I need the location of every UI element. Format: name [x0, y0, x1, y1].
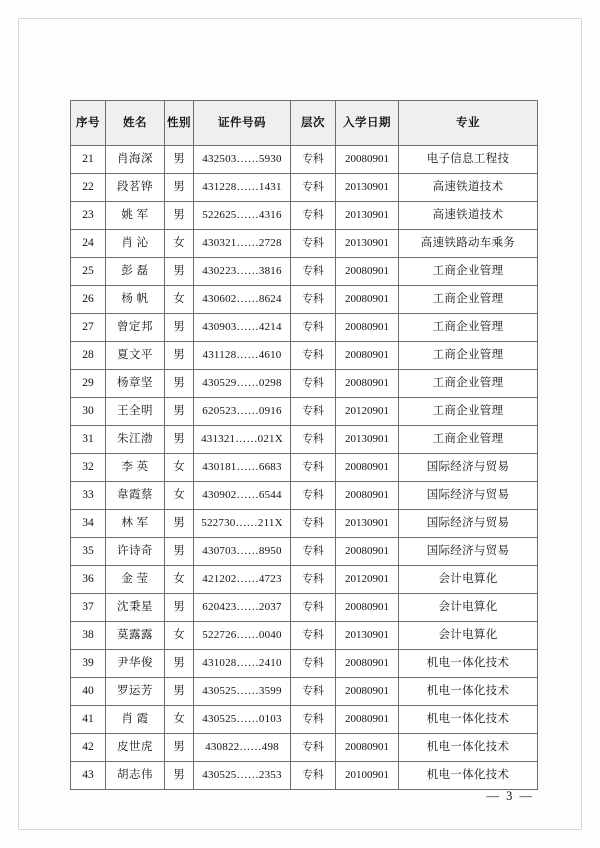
- cell-seq: 31: [71, 426, 106, 454]
- cell-date: 20080901: [336, 454, 399, 482]
- cell-seq: 35: [71, 538, 106, 566]
- cell-id: 430181……6683: [194, 454, 291, 482]
- cell-major: 工商企业管理: [399, 342, 538, 370]
- cell-date: 20130901: [336, 202, 399, 230]
- cell-name: 姚 军: [106, 202, 165, 230]
- cell-date: 20080901: [336, 678, 399, 706]
- table-row: [71, 678, 538, 706]
- cell-date: 20080901: [336, 342, 399, 370]
- cell-id: 421202……4723: [194, 566, 291, 594]
- table-row: [71, 454, 538, 482]
- table-row: [71, 762, 538, 790]
- cell-id: 431228……1431: [194, 174, 291, 202]
- cell-name: 沈秉星: [106, 594, 165, 622]
- table-row: [71, 398, 538, 426]
- table-row: [71, 342, 538, 370]
- cell-name: 皮世虎: [106, 734, 165, 762]
- cell-date: 20080901: [336, 146, 399, 174]
- table-row: [71, 146, 538, 174]
- cell-seq: 42: [71, 734, 106, 762]
- column-header-level: 层次: [291, 101, 336, 146]
- cell-name: 肖 沁: [106, 230, 165, 258]
- cell-sex: 男: [165, 594, 194, 622]
- cell-id: 430525……0103: [194, 706, 291, 734]
- cell-name: 金 莹: [106, 566, 165, 594]
- cell-date: 20080901: [336, 538, 399, 566]
- cell-seq: 33: [71, 482, 106, 510]
- cell-id: 430822……498: [194, 734, 291, 762]
- cell-major: 工商企业管理: [399, 398, 538, 426]
- table-header: [71, 101, 538, 146]
- cell-id: 430703……8950: [194, 538, 291, 566]
- table-row: [71, 650, 538, 678]
- cell-sex: 女: [165, 706, 194, 734]
- cell-major: 国际经济与贸易: [399, 510, 538, 538]
- cell-seq: 23: [71, 202, 106, 230]
- cell-seq: 27: [71, 314, 106, 342]
- cell-seq: 41: [71, 706, 106, 734]
- cell-level: 专科: [291, 454, 336, 482]
- page-number: — 3 —: [486, 789, 534, 803]
- cell-level: 专科: [291, 342, 336, 370]
- table-row: [71, 622, 538, 650]
- cell-major: 会计电算化: [399, 566, 538, 594]
- cell-id: 431128……4610: [194, 342, 291, 370]
- cell-sex: 男: [165, 398, 194, 426]
- cell-sex: 男: [165, 370, 194, 398]
- cell-id: 620523……0916: [194, 398, 291, 426]
- cell-name: 尹华俊: [106, 650, 165, 678]
- table-row: [71, 482, 538, 510]
- cell-name: 彭 磊: [106, 258, 165, 286]
- cell-sex: 男: [165, 314, 194, 342]
- cell-date: 20120901: [336, 398, 399, 426]
- cell-id: 430529……0298: [194, 370, 291, 398]
- cell-level: 专科: [291, 538, 336, 566]
- table-row: [71, 314, 538, 342]
- cell-name: 韋霞蔡: [106, 482, 165, 510]
- cell-level: 专科: [291, 678, 336, 706]
- table-row: [71, 594, 538, 622]
- cell-name: 段茗铧: [106, 174, 165, 202]
- roster-table-container: [70, 100, 530, 790]
- cell-sex: 女: [165, 566, 194, 594]
- cell-name: 王全明: [106, 398, 165, 426]
- cell-name: 朱江渤: [106, 426, 165, 454]
- cell-date: 20130901: [336, 174, 399, 202]
- cell-major: 机电一体化技术: [399, 678, 538, 706]
- cell-major: 电子信息工程技: [399, 146, 538, 174]
- cell-date: 20080901: [336, 258, 399, 286]
- cell-sex: 女: [165, 286, 194, 314]
- cell-id: 431028……2410: [194, 650, 291, 678]
- cell-major: 工商企业管理: [399, 370, 538, 398]
- cell-seq: 36: [71, 566, 106, 594]
- table-row: [71, 202, 538, 230]
- cell-level: 专科: [291, 398, 336, 426]
- cell-date: 20080901: [336, 370, 399, 398]
- cell-date: 20080901: [336, 594, 399, 622]
- cell-level: 专科: [291, 566, 336, 594]
- cell-level: 专科: [291, 230, 336, 258]
- cell-major: 机电一体化技术: [399, 762, 538, 790]
- table-row: [71, 426, 538, 454]
- cell-major: 会计电算化: [399, 594, 538, 622]
- table-row: [71, 706, 538, 734]
- cell-level: 专科: [291, 734, 336, 762]
- table-row: [71, 510, 538, 538]
- cell-level: 专科: [291, 706, 336, 734]
- cell-seq: 37: [71, 594, 106, 622]
- cell-level: 专科: [291, 594, 336, 622]
- cell-name: 杨 帆: [106, 286, 165, 314]
- cell-date: 20130901: [336, 230, 399, 258]
- cell-major: 工商企业管理: [399, 426, 538, 454]
- cell-id: 522730……211X: [194, 510, 291, 538]
- cell-sex: 男: [165, 258, 194, 286]
- cell-major: 会计电算化: [399, 622, 538, 650]
- cell-id: 430525……3599: [194, 678, 291, 706]
- table-row: [71, 230, 538, 258]
- cell-sex: 男: [165, 734, 194, 762]
- table-header-row: [71, 101, 538, 146]
- cell-major: 工商企业管理: [399, 258, 538, 286]
- cell-seq: 43: [71, 762, 106, 790]
- cell-sex: 男: [165, 342, 194, 370]
- cell-date: 20100901: [336, 762, 399, 790]
- cell-id: 430321……2728: [194, 230, 291, 258]
- cell-name: 肖 霞: [106, 706, 165, 734]
- cell-name: 罗运芳: [106, 678, 165, 706]
- cell-seq: 24: [71, 230, 106, 258]
- cell-level: 专科: [291, 426, 336, 454]
- cell-sex: 男: [165, 202, 194, 230]
- cell-major: 机电一体化技术: [399, 650, 538, 678]
- cell-seq: 40: [71, 678, 106, 706]
- cell-major: 国际经济与贸易: [399, 538, 538, 566]
- cell-id: 430223……3816: [194, 258, 291, 286]
- column-header-date: 入学日期: [336, 101, 399, 146]
- column-header-sex: 性别: [165, 101, 194, 146]
- table-row: [71, 566, 538, 594]
- cell-id: 430602……8624: [194, 286, 291, 314]
- cell-sex: 男: [165, 538, 194, 566]
- cell-date: 20130901: [336, 510, 399, 538]
- cell-level: 专科: [291, 146, 336, 174]
- cell-major: 高速铁道技术: [399, 174, 538, 202]
- table-row: [71, 370, 538, 398]
- cell-seq: 22: [71, 174, 106, 202]
- cell-id: 522726……0040: [194, 622, 291, 650]
- cell-date: 20120901: [336, 566, 399, 594]
- cell-major: 工商企业管理: [399, 286, 538, 314]
- cell-date: 20080901: [336, 734, 399, 762]
- cell-sex: 男: [165, 650, 194, 678]
- cell-seq: 34: [71, 510, 106, 538]
- cell-date: 20080901: [336, 314, 399, 342]
- cell-major: 机电一体化技术: [399, 706, 538, 734]
- table-row: [71, 174, 538, 202]
- cell-level: 专科: [291, 650, 336, 678]
- cell-name: 曾定邦: [106, 314, 165, 342]
- cell-sex: 女: [165, 622, 194, 650]
- cell-level: 专科: [291, 314, 336, 342]
- table-row: [71, 286, 538, 314]
- cell-sex: 男: [165, 762, 194, 790]
- cell-name: 莫露露: [106, 622, 165, 650]
- cell-seq: 29: [71, 370, 106, 398]
- cell-major: 机电一体化技术: [399, 734, 538, 762]
- table-body: [71, 146, 538, 790]
- cell-date: 20080901: [336, 706, 399, 734]
- cell-date: 20080901: [336, 650, 399, 678]
- cell-level: 专科: [291, 370, 336, 398]
- cell-seq: 21: [71, 146, 106, 174]
- cell-sex: 男: [165, 510, 194, 538]
- cell-sex: 女: [165, 482, 194, 510]
- cell-id: 430903……4214: [194, 314, 291, 342]
- cell-name: 林 军: [106, 510, 165, 538]
- cell-name: 肖海深: [106, 146, 165, 174]
- cell-major: 国际经济与贸易: [399, 454, 538, 482]
- cell-sex: 女: [165, 230, 194, 258]
- cell-sex: 男: [165, 426, 194, 454]
- cell-seq: 28: [71, 342, 106, 370]
- cell-major: 国际经济与贸易: [399, 482, 538, 510]
- cell-id: 430525……2353: [194, 762, 291, 790]
- cell-sex: 男: [165, 146, 194, 174]
- cell-date: 20130901: [336, 426, 399, 454]
- student-roster-table: [70, 100, 538, 790]
- cell-level: 专科: [291, 174, 336, 202]
- cell-name: 杨章坚: [106, 370, 165, 398]
- table-row: [71, 258, 538, 286]
- column-header-seq: 序号: [71, 101, 106, 146]
- cell-seq: 26: [71, 286, 106, 314]
- cell-sex: 男: [165, 678, 194, 706]
- cell-id: 430902……6544: [194, 482, 291, 510]
- cell-level: 专科: [291, 762, 336, 790]
- cell-date: 20130901: [336, 622, 399, 650]
- cell-seq: 30: [71, 398, 106, 426]
- cell-seq: 39: [71, 650, 106, 678]
- column-header-name: 姓名: [106, 101, 165, 146]
- cell-level: 专科: [291, 510, 336, 538]
- cell-sex: 男: [165, 174, 194, 202]
- cell-name: 胡志伟: [106, 762, 165, 790]
- cell-date: 20080901: [336, 482, 399, 510]
- cell-id: 431321……021X: [194, 426, 291, 454]
- cell-date: 20080901: [336, 286, 399, 314]
- cell-major: 高速铁道技术: [399, 202, 538, 230]
- cell-level: 专科: [291, 286, 336, 314]
- cell-seq: 25: [71, 258, 106, 286]
- cell-name: 夏文平: [106, 342, 165, 370]
- cell-sex: 女: [165, 454, 194, 482]
- cell-level: 专科: [291, 258, 336, 286]
- cell-id: 522625……4316: [194, 202, 291, 230]
- cell-major: 工商企业管理: [399, 314, 538, 342]
- cell-seq: 32: [71, 454, 106, 482]
- table-row: [71, 734, 538, 762]
- table-row: [71, 538, 538, 566]
- cell-name: 许诗奇: [106, 538, 165, 566]
- cell-id: 620423……2037: [194, 594, 291, 622]
- cell-seq: 38: [71, 622, 106, 650]
- column-header-major: 专业: [399, 101, 538, 146]
- column-header-id: 证件号码: [194, 101, 291, 146]
- cell-level: 专科: [291, 202, 336, 230]
- cell-level: 专科: [291, 622, 336, 650]
- cell-name: 李 英: [106, 454, 165, 482]
- cell-major: 高速铁路动车乘务: [399, 230, 538, 258]
- cell-id: 432503……5930: [194, 146, 291, 174]
- cell-level: 专科: [291, 482, 336, 510]
